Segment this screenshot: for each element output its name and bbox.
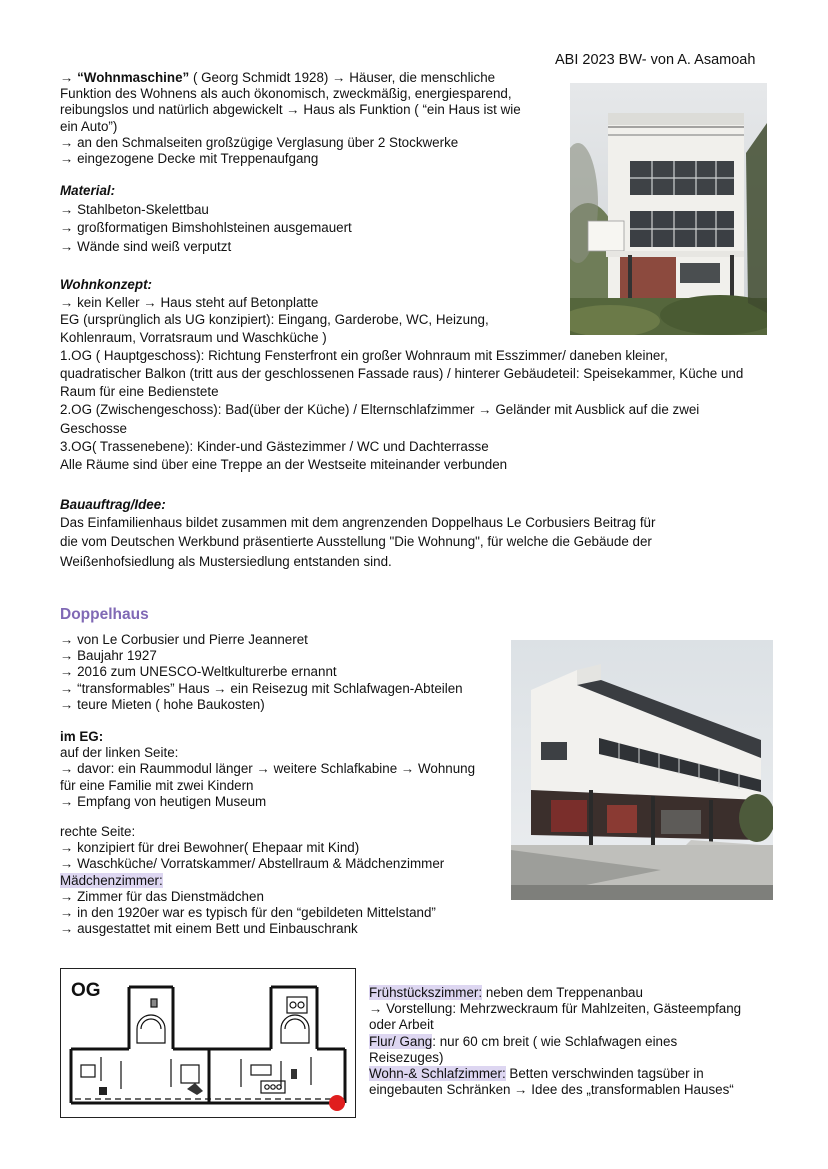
intro-line: reibungslos und natürlich abgewickelt → Haus als Funktion ( “ein Haus ist wie — [60, 102, 521, 118]
wohnkonzept-line: quadratischer Balkon (tritt aus der geschlossenen Fassade raus) / hinterer Gebäudeteil: Speisekammer, Küche und — [60, 366, 744, 382]
wohnkonzept-line: → kein Keller → Haus steht auf Betonplatte — [60, 295, 319, 311]
floor-plan-drawing — [61, 969, 355, 1117]
plan-marker — [329, 1095, 345, 1111]
eg-heading: im EG: — [60, 729, 104, 744]
og-notes — [369, 985, 769, 1098]
einfamilienhaus-photo — [570, 83, 767, 335]
flur-label: Flur/ Gang — [369, 1033, 433, 1049]
bauauftrag-heading: Bauauftrag/Idee: — [60, 497, 166, 512]
doppelhaus-line: → teure Mieten ( hohe Baukosten) — [60, 696, 265, 712]
material-line: → großformatigen Bimshohlsteinen ausgemauert — [60, 220, 352, 236]
wohn-text: Betten verschwinden tagsüber in — [505, 1066, 704, 1082]
intro-line: → an den Schmalseiten großzügige Verglasung über 2 Stockwerke — [60, 134, 459, 150]
wohnkonzept-line: Raum für eine Bedienstete — [60, 384, 219, 400]
plan-label: OG — [71, 980, 101, 1001]
right-side-line: rechte Seite: — [60, 824, 136, 839]
vorstellung-line: → Vorstellung: Mehrzweckraum für Mahlzeiten, Gästeempfang — [369, 1001, 742, 1017]
doppelhaus-line: → 2016 zum UNESCO-Weltkulturerbe ernannt — [60, 664, 337, 680]
wohnkonzept-line: 3.OG( Trassenebene): Kinder-und Gästezimmer / WC und Dachterrasse — [60, 438, 489, 454]
wohnkonzept-line: EG (ursprünglich als UG konzipiert): Eingang, Garderobe, WC, Heizung, — [60, 312, 489, 328]
right-side-section — [60, 824, 500, 937]
bauauftrag-line: die vom Deutschen Werkbund präsentierte Ausstellung "Die Wohnung", für welche die Gebäude der — [60, 534, 652, 550]
right-side-line: → Waschküche/ Vorratskammer/ Abstellraum & Mädchenzimmer — [60, 856, 445, 872]
material-line: → Stahlbeton-Skelettbau — [60, 202, 209, 218]
maedchen-line: → Zimmer für das Dienstmädchen — [60, 888, 264, 904]
eg-left-line: auf der linken Seite: — [60, 745, 179, 761]
document-header: ABI 2023 BW- von A. Asamoah — [555, 52, 756, 68]
wohnkonzept-line: Geschosse — [60, 420, 127, 436]
eg-left-line: für eine Familie mit zwei Kindern — [60, 777, 254, 793]
wohn-cont: eingebauten Schränken → Idee des „transformablen Hauses“ — [369, 1082, 734, 1098]
maedchen-line: → in den 1920er war es typisch für den “gebildeten Mittelstand” — [60, 905, 436, 921]
vorstellung-line: oder Arbeit — [369, 1017, 434, 1033]
wohnkonzept-heading: Wohnkonzept: — [60, 277, 152, 292]
fruehstueck-text: neben dem Treppenanbau — [482, 985, 643, 1000]
doppelhaus-line: → Baujahr 1927 — [60, 648, 157, 664]
wohnkonzept-line: 1.OG ( Hauptgeschoss): Richtung Fensterfront ein großer Wohnraum mit Esszimmer/ daneben kleiner, — [60, 347, 668, 363]
fruehstueckszimmer-label: Frühstückszimmer: — [369, 985, 483, 1000]
doppelhaus-facts — [60, 632, 500, 713]
eg-left-line: → Empfang von heutigen Museum — [60, 793, 267, 809]
wohnkonzept-line: Kohlenraum, Vorratsraum und Waschküche ) — [60, 329, 327, 345]
right-side-line: → konzipiert für drei Bewohner( Ehepaar mit Kind) — [60, 840, 360, 856]
eg-section — [60, 729, 500, 810]
og-floor-plan — [60, 968, 356, 1118]
flur-cont: Reisezuges) — [369, 1049, 444, 1065]
bauauftrag-line: Das Einfamilienhaus bildet zusammen mit dem angrenzenden Doppelhaus Le Corbusiers Beitrag für — [60, 515, 656, 531]
bauauftrag-section — [60, 497, 760, 570]
eg-left-line: → davor: ein Raummodul länger → weitere Schlafkabine → Wohnung — [60, 761, 476, 777]
intro-line: ein Auto”) — [60, 118, 118, 134]
doppelhaus-title: Doppelhaus — [60, 606, 149, 623]
material-line: → Wände sind weiß verputzt — [60, 238, 232, 254]
intro-line: Funktion des Wohnens als auch ökonomisch, zweckmäßig, energiesparend, — [60, 86, 512, 102]
doppelhaus-line: → “transformables” Haus → ein Reisezug mit Schlafwagen-Abteilen — [60, 680, 463, 696]
flur-text: : nur 60 cm breit ( wie Schlafwagen eines — [432, 1033, 678, 1049]
maedchenzimmer-label: Mädchenzimmer: — [60, 872, 163, 888]
wohn-schlafzimmer-label: Wohn-& Schlafzimmer: — [369, 1066, 506, 1082]
intro-line: → eingezogene Decke mit Treppenaufgang — [60, 151, 319, 167]
wohnkonzept-line: Alle Räume sind über eine Treppe an der Westseite miteinander verbunden — [60, 457, 508, 473]
doppelhaus-line: → von Le Corbusier und Pierre Jeanneret — [60, 632, 308, 647]
maedchen-line: → ausgestattet mit einem Bett und Einbauschrank — [60, 921, 358, 937]
material-heading: Material: — [60, 183, 116, 198]
intro-line: → “Wohnmaschine” ( Georg Schmidt 1928) → Häuser, die menschliche — [60, 70, 496, 85]
doppelhaus-photo — [511, 640, 773, 900]
wohnkonzept-line: 2.OG (Zwischengeschoss): Bad(über der Küche) / Elternschlafzimmer → Geländer mit Ausblick auf die zwei — [60, 402, 700, 418]
bauauftrag-line: Weißenhofsiedlung als Mustersiedlung entstanden sind. — [60, 553, 392, 569]
